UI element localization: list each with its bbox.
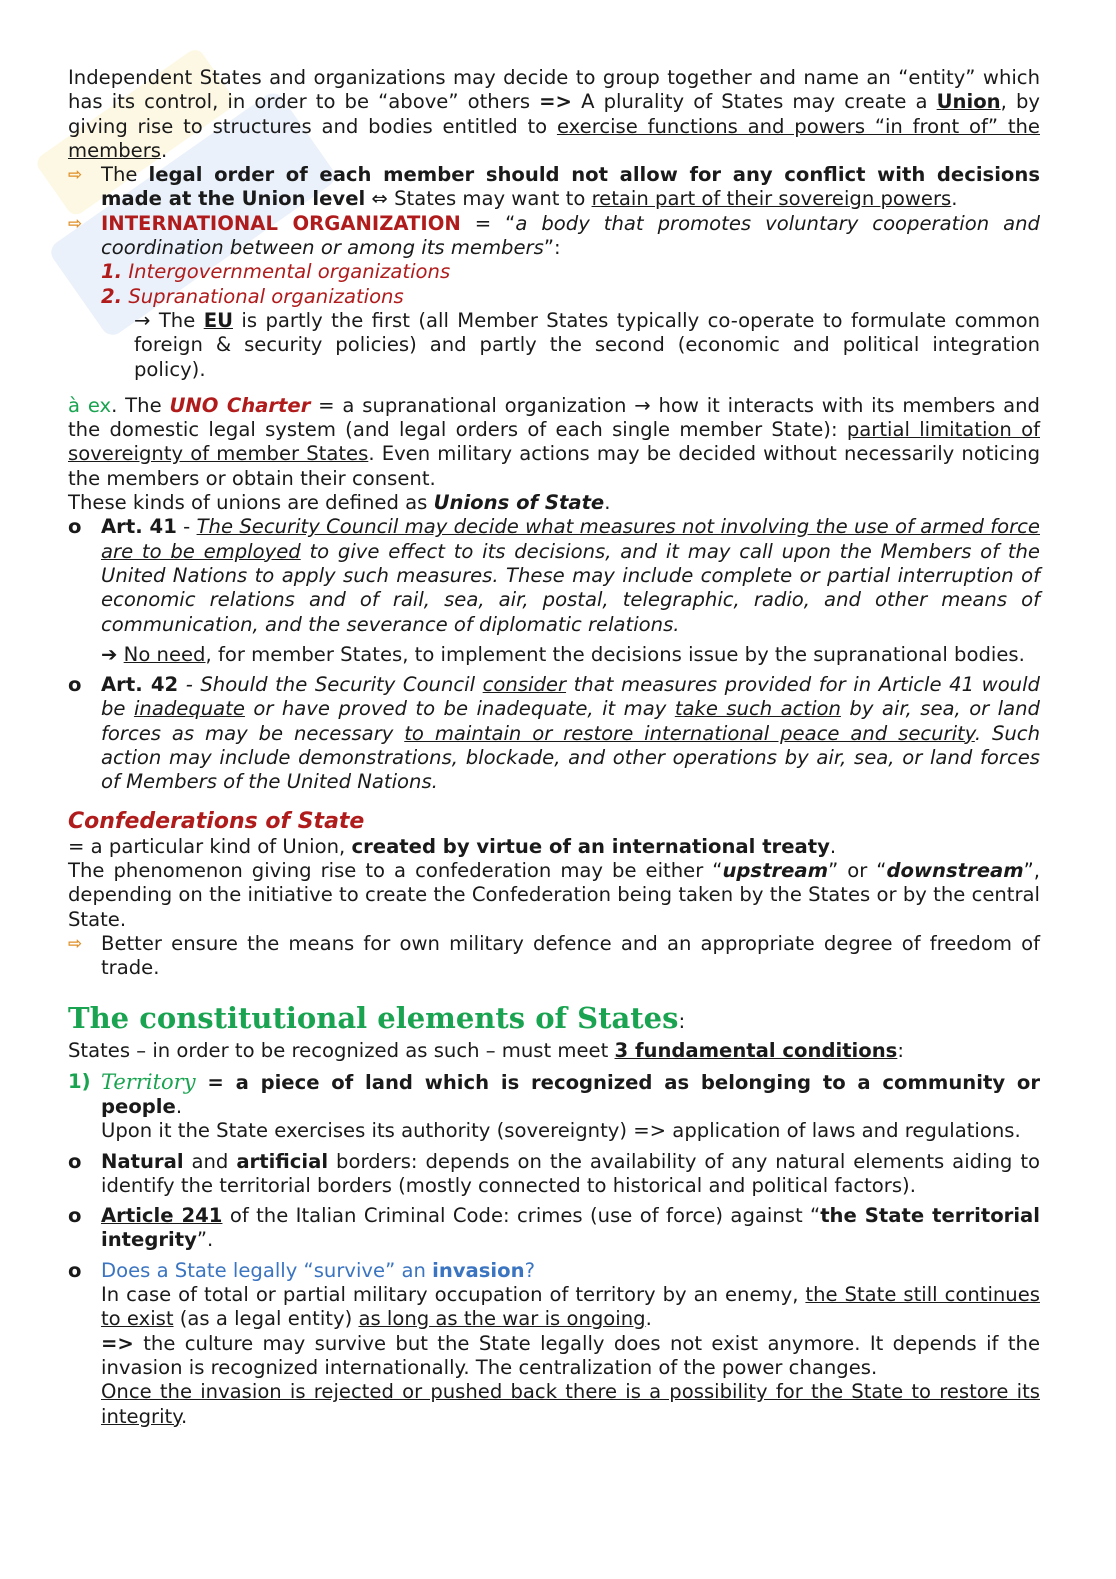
text: as long as the war is ongoing <box>358 1307 646 1331</box>
bullet-o-icon: o <box>68 1258 82 1282</box>
text: . Such action may include demonstrations, blockade, and other operations by air, sea, or land forces of Members of the United Nations. <box>101 721 1041 794</box>
text: . <box>829 834 837 858</box>
confed-definition <box>68 835 1040 859</box>
unions-of-state-line <box>68 491 1040 515</box>
bullet-international-organization <box>68 212 1040 261</box>
example-marker: à ex <box>68 393 112 417</box>
invasion-term: invasion <box>432 1258 525 1282</box>
intro-text: . <box>160 138 168 162</box>
io-item-1 <box>101 260 1040 284</box>
text: - Should the Security Council <box>178 673 483 697</box>
text: the State territorial integrity <box>101 1204 1040 1252</box>
unions-of-state-term: Unions of State <box>433 491 605 515</box>
implies-symbol: => <box>539 90 572 114</box>
text: The phenomenon giving rise to a confederation may be either “ <box>68 858 723 882</box>
intro-text: A plurality of States may create a <box>571 90 937 114</box>
invasion-item <box>68 1259 1040 1283</box>
intro-text: Independent States and organizations may decide to group together and name an “entity” which has its control, in order to be “above” others <box>68 66 1040 114</box>
hollow-arrow-icon: ⇨ <box>68 165 83 186</box>
text: ”, depending on the initiative to create the Confederation being taken by the States or by the central State. <box>68 858 1041 931</box>
text: of the Italian Criminal Code: crimes (use of force) against “ <box>222 1204 821 1228</box>
text: ⇔ States may want to <box>365 187 592 211</box>
upstream-term: upstream <box>722 858 829 882</box>
text: consider <box>482 673 567 697</box>
bullet-o-icon: o <box>68 673 82 697</box>
document-page <box>68 66 1040 1429</box>
intro-underlined: exercise functions and powers “in front of” the members <box>68 114 1040 162</box>
treaty-bold: created by virtue of an international treaty <box>351 834 830 858</box>
territory-definition: = a piece of land which is recognized as belonging to a community or people <box>101 1070 1040 1118</box>
text: how it interacts with its members and the domestic legal system (and legal orders of each single member State): <box>68 393 1040 442</box>
bullet-o-icon: o <box>68 515 82 539</box>
text: States – in order to be recognized as such – must meet <box>68 1039 615 1063</box>
io-title: INTERNATIONAL ORGANIZATION <box>101 211 461 235</box>
text: . <box>175 1094 183 1118</box>
conditions-underlined: 3 fundamental conditions <box>614 1039 898 1063</box>
arrow-icon: → <box>134 308 151 332</box>
text: ? <box>524 1258 535 1282</box>
partial-limitation-underlined: partial limitation of sovereignty of member States <box>68 418 1040 466</box>
territory-term: Territory <box>101 1069 196 1094</box>
text: . The <box>111 393 170 417</box>
territory-item <box>68 1070 1040 1120</box>
uno-paragraph <box>68 394 1040 491</box>
art41-text: to give effect to its decisions, and it may call upon the Members of the United Nations to apply such measures. These may include complete or partial interruption of economic relations and of rail, sea, air, postal, telegraphic, radio, and other means of communication, and the severance of diplomatic relations. <box>101 539 1040 636</box>
bullet-o-icon: o <box>68 1204 82 1228</box>
arrow-icon: → <box>634 393 651 417</box>
territory-authority: Upon it the State exercises its authority (sovereignty) => application of laws and regulations. <box>101 1119 1021 1143</box>
text: is partly the first (all Member States typically co-operate to formulate common foreign & security policies) and partly the second (economic and political integration policy). <box>134 308 1040 381</box>
article-241-underlined: Article 241 <box>101 1204 223 1228</box>
text: (as a legal entity) <box>173 1307 359 1331</box>
text: that measures provided for in Article 41 would be <box>101 673 1040 721</box>
text: = a supranational organization <box>310 393 635 417</box>
hollow-arrow-icon: ⇨ <box>68 213 83 234</box>
text: and <box>183 1149 237 1173</box>
article-label: Art. 41 <box>101 515 177 539</box>
text: . <box>604 491 611 515</box>
io-item-2 <box>101 285 1040 309</box>
retain-powers-underlined: retain part of their sovereign powers <box>591 187 952 211</box>
intro-text: , by giving rise to structures and bodies entitled to <box>68 90 1040 138</box>
text: borders: depends on the availability of any natural elements aiding to identify the territorial borders (mostly connected to historical and political factors). <box>101 1149 1040 1197</box>
text: Does a State legally “survive” an <box>101 1258 433 1282</box>
text: These kinds of unions are defined as <box>68 491 434 515</box>
bold-arrow-icon: ➔ <box>101 642 118 666</box>
text: the State still continues to exist <box>101 1283 1040 1331</box>
text: - <box>176 515 197 539</box>
text: The <box>101 163 149 187</box>
borders-item <box>68 1150 1040 1199</box>
bullet-legal-order <box>68 163 1040 212</box>
list-number: 1) <box>68 1069 91 1093</box>
text: The constitutional elements of States <box>68 1001 679 1036</box>
text: The <box>150 308 204 332</box>
article-42 <box>68 673 1040 794</box>
text: ”: <box>543 236 561 260</box>
text: . <box>181 1404 188 1428</box>
text: . Even military actions may be decided without necessarily noticing the members or obtain their consent. <box>68 442 1041 490</box>
confed-phenomenon <box>68 859 1040 932</box>
text: : <box>897 1039 904 1063</box>
list-number: 2. <box>101 284 123 308</box>
text: : <box>678 1009 686 1034</box>
text: Better ensure the means for own military defence and an appropriate degree of freedom of trade. <box>101 931 1040 980</box>
conditions-intro <box>68 1039 1040 1063</box>
text: inadequate <box>133 697 245 721</box>
uno-charter-term: UNO Charter <box>169 393 311 417</box>
list-label: Supranational organizations <box>128 284 404 308</box>
text: artificial <box>236 1149 329 1173</box>
hollow-arrow-icon: ⇨ <box>68 933 83 954</box>
constitutional-heading <box>68 1000 1040 1039</box>
text: by air, sea, or land forces as may be necessary <box>101 697 1040 745</box>
text: take such action <box>674 697 841 721</box>
list-number: 1. <box>101 260 123 284</box>
invasion-occupation <box>68 1283 1040 1332</box>
downstream-term: downstream <box>886 858 1024 882</box>
text: ” or “ <box>828 858 887 882</box>
text: to maintain or restore international peace and security <box>404 721 975 745</box>
invasion-restore <box>68 1380 1040 1429</box>
legal-order-bold: legal order of each member should not allow for any conflict with decisions made at the Union level <box>101 163 1041 211</box>
bullet-confed-defence <box>68 932 1040 981</box>
text: or have proved to be inadequate, it may <box>244 697 675 721</box>
intro-paragraph <box>68 66 1040 163</box>
no-need-line <box>68 643 1040 667</box>
bullet-o-icon: o <box>68 1149 82 1173</box>
text: In case of total or partial military occupation of territory by an enemy, <box>101 1283 806 1307</box>
article-label: Art <box>101 673 136 697</box>
text: . 42 <box>135 673 179 697</box>
text: = a particular kind of Union, <box>68 834 352 858</box>
text: = “ <box>460 211 516 235</box>
text: Natural <box>101 1149 184 1173</box>
text: ”. <box>196 1228 214 1252</box>
text: . <box>951 187 958 211</box>
text: => <box>101 1331 134 1355</box>
text: , for member States, to implement the decisions issue by the supranational bodies. <box>205 642 1025 666</box>
io-definition: a body that promotes voluntary cooperation and coordination between or among its members <box>101 211 1040 260</box>
list-label: Intergovernmental organizations <box>128 260 451 284</box>
union-term: Union <box>936 90 1001 114</box>
text: the culture may survive but the State legally does not exist anymore. It depends if the invasion is recognized internationally. The centralization of the power changes. <box>101 1331 1040 1379</box>
article-241-item <box>68 1204 1040 1253</box>
eu-note <box>68 309 1040 382</box>
eu-term: EU <box>203 308 233 332</box>
text: Once the invasion is rejected or pushed back there is a possibility for the State to restore its integrity <box>101 1380 1040 1428</box>
invasion-culture <box>68 1332 1040 1381</box>
article-41 <box>68 515 1040 636</box>
art41-underlined: The Security Council may decide what measures not involving the use of armed force are to be employed <box>101 515 1040 563</box>
io-list <box>68 260 1040 309</box>
no-need-underlined: No need <box>123 642 206 666</box>
confederations-heading: Confederations of State <box>68 808 365 834</box>
text: . <box>645 1307 652 1331</box>
